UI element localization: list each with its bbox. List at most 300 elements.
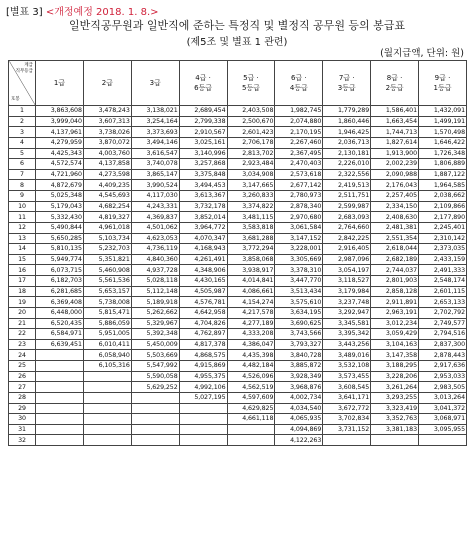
salary-cell: 5,590,058 [131, 371, 179, 382]
salary-cell [83, 403, 131, 414]
salary-cell: 1,744,713 [371, 127, 419, 138]
table-row [9, 318, 467, 329]
table-row [9, 350, 467, 361]
salary-cell: 2,470,403 [275, 159, 323, 170]
salary-cell: 3,494,453 [179, 180, 227, 191]
salary-cell: 4,872,679 [36, 180, 84, 191]
salary-cell: 3,254,164 [131, 116, 179, 127]
salary-cell: 1,913,900 [371, 148, 419, 159]
salary-cell: 2,226,010 [323, 159, 371, 170]
salary-cell: 5,232,703 [83, 244, 131, 255]
salary-cell: 2,916,405 [323, 244, 371, 255]
salary-cell [83, 414, 131, 425]
salary-cell: 4,430,165 [179, 276, 227, 287]
salary-cell: 4,277,189 [227, 318, 275, 329]
salary-cell: 4,704,826 [179, 318, 227, 329]
salary-cell: 4,261,491 [179, 254, 227, 265]
column-header: 9급 · 1등급 [419, 61, 467, 106]
salary-cell: 3,373,693 [131, 127, 179, 138]
salary-cell: 5,949,774 [36, 254, 84, 265]
salary-cell: 3,481,115 [227, 212, 275, 223]
salary-cell: 3,260,833 [227, 191, 275, 202]
step-cell: 6 [9, 159, 36, 170]
salary-cell: 3,607,313 [83, 116, 131, 127]
salary-cell: 3,613,367 [179, 191, 227, 202]
salary-cell: 2,910,567 [179, 127, 227, 138]
salary-cell: 3,478,243 [83, 106, 131, 117]
corner-label-rank: 계급 [24, 63, 33, 68]
salary-cell: 3,968,876 [275, 382, 323, 393]
salary-cell: 5,450,009 [131, 339, 179, 350]
salary-cell: 4,682,254 [83, 201, 131, 212]
salary-cell: 6,639,451 [36, 339, 84, 350]
salary-cell [371, 435, 419, 446]
salary-cell: 3,293,255 [371, 392, 419, 403]
salary-cell: 4,435,398 [227, 350, 275, 361]
table-row [9, 392, 467, 403]
salary-cell: 4,014,841 [227, 276, 275, 287]
table-row [9, 159, 467, 170]
salary-cell: 2,599,987 [323, 201, 371, 212]
salary-cell: 4,597,609 [227, 392, 275, 403]
salary-cell: 2,917,636 [419, 361, 467, 372]
table-row [9, 435, 467, 446]
salary-cell: 5,810,135 [36, 244, 84, 255]
salary-cell: 2,689,454 [179, 106, 227, 117]
salary-cell: 5,189,918 [131, 297, 179, 308]
salary-cell: 3,381,183 [371, 424, 419, 435]
salary-cell: 4,369,837 [131, 212, 179, 223]
table-row [9, 244, 467, 255]
salary-cell: 6,369,408 [36, 297, 84, 308]
table-row [9, 169, 467, 180]
salary-cell: 1,499,191 [419, 116, 467, 127]
table-row [9, 382, 467, 393]
corner-label-step: 호봉 [11, 97, 20, 102]
salary-cell: 3,025,161 [179, 137, 227, 148]
corner-label-grade: 직무등급 [15, 69, 33, 74]
salary-cell: 2,403,508 [227, 106, 275, 117]
salary-cell: 5,951,005 [83, 329, 131, 340]
salary-cell: 4,003,760 [83, 148, 131, 159]
salary-cell: 4,817,378 [179, 339, 227, 350]
salary-cell: 6,281,685 [36, 286, 84, 297]
salary-cell: 3,292,947 [323, 307, 371, 318]
salary-cell: 1,779,289 [323, 106, 371, 117]
salary-cell: 2,551,354 [371, 233, 419, 244]
salary-cell: 5,653,157 [83, 286, 131, 297]
table-header-line [6, 3, 159, 18]
salary-cell: 4,762,897 [179, 329, 227, 340]
salary-cell [419, 435, 467, 446]
salary-cell: 2,983,505 [419, 382, 467, 393]
step-cell: 11 [9, 212, 36, 223]
salary-cell [131, 392, 179, 403]
salary-cell: 6,010,411 [83, 339, 131, 350]
salary-cell: 4,505,987 [179, 286, 227, 297]
salary-cell: 4,137,961 [36, 127, 84, 138]
salary-cell [36, 403, 84, 414]
salary-cell [83, 424, 131, 435]
table-row [9, 297, 467, 308]
salary-cell [131, 414, 179, 425]
salary-cell: 2,677,142 [275, 180, 323, 191]
salary-cell: 3,489,016 [323, 350, 371, 361]
salary-cell: 2,923,484 [227, 159, 275, 170]
salary-cell: 3,858,068 [227, 254, 275, 265]
salary-cell: 2,408,630 [371, 212, 419, 223]
salary-cell: 2,322,556 [323, 169, 371, 180]
salary-cell: 1,586,401 [371, 106, 419, 117]
salary-cell: 2,837,300 [419, 339, 467, 350]
step-cell: 32 [9, 435, 36, 446]
salary-cell: 2,433,159 [419, 254, 467, 265]
salary-cell [131, 403, 179, 414]
salary-cell: 6,058,940 [83, 350, 131, 361]
salary-cell: 3,378,310 [275, 265, 323, 276]
step-cell: 17 [9, 276, 36, 287]
unit-note: (월지급액, 단위: 원) [380, 48, 464, 59]
salary-cell: 2,682,189 [371, 254, 419, 265]
salary-cell: 4,122,263 [275, 435, 323, 446]
salary-cell: 2,367,495 [275, 148, 323, 159]
salary-cell: 4,501,062 [131, 222, 179, 233]
salary-table [8, 60, 467, 446]
document-subtitle: (제5조 및 별표 1 관련) [186, 37, 288, 48]
salary-cell: 6,584,971 [36, 329, 84, 340]
salary-cell: 5,738,008 [83, 297, 131, 308]
salary-cell: 4,348,906 [179, 265, 227, 276]
step-cell: 3 [9, 127, 36, 138]
salary-cell: 6,182,703 [36, 276, 84, 287]
salary-cell: 2,334,150 [371, 201, 419, 212]
salary-cell [36, 361, 84, 372]
salary-cell: 4,217,578 [227, 307, 275, 318]
table-row [9, 233, 467, 244]
salary-cell: 3,743,566 [275, 329, 323, 340]
salary-cell [36, 392, 84, 403]
salary-cell: 2,963,191 [371, 307, 419, 318]
step-cell: 9 [9, 191, 36, 202]
salary-cell: 2,878,443 [419, 350, 467, 361]
salary-cell [36, 371, 84, 382]
salary-cell: 3,641,171 [323, 392, 371, 403]
salary-cell: 3,352,763 [371, 414, 419, 425]
step-cell: 10 [9, 201, 36, 212]
table-row [9, 403, 467, 414]
salary-cell: 3,261,264 [371, 382, 419, 393]
salary-cell: 3,690,625 [275, 318, 323, 329]
salary-cell: 5,351,821 [83, 254, 131, 265]
table-row [9, 286, 467, 297]
table-row [9, 180, 467, 191]
salary-cell: 4,086,661 [227, 286, 275, 297]
salary-cell: 3,681,288 [227, 233, 275, 244]
salary-cell [323, 435, 371, 446]
salary-cell [36, 382, 84, 393]
column-header: 6급 · 4등급 [275, 61, 323, 106]
step-cell: 29 [9, 403, 36, 414]
salary-cell [36, 414, 84, 425]
salary-cell: 1,860,446 [323, 116, 371, 127]
salary-cell: 4,526,096 [227, 371, 275, 382]
salary-cell: 2,002,239 [371, 159, 419, 170]
salary-cell: 5,025,348 [36, 191, 84, 202]
salary-cell: 3,928,349 [275, 371, 323, 382]
step-cell: 20 [9, 307, 36, 318]
salary-cell: 3,616,547 [131, 148, 179, 159]
salary-cell: 2,601,423 [227, 127, 275, 138]
salary-cell: 3,237,748 [323, 297, 371, 308]
salary-cell: 2,858,128 [371, 286, 419, 297]
salary-cell: 2,987,096 [323, 254, 371, 265]
salary-cell: 4,243,331 [131, 201, 179, 212]
salary-cell: 5,103,734 [83, 233, 131, 244]
salary-cell: 3,395,342 [323, 329, 371, 340]
salary-cell: 4,562,519 [227, 382, 275, 393]
salary-cell: 3,793,327 [275, 339, 323, 350]
salary-cell: 1,646,422 [419, 137, 467, 148]
salary-cell: 2,601,115 [419, 286, 467, 297]
salary-cell [83, 435, 131, 446]
table-body [9, 106, 467, 446]
table-row [9, 371, 467, 382]
step-cell: 25 [9, 361, 36, 372]
salary-cell: 2,953,033 [419, 371, 467, 382]
table-row [9, 148, 467, 159]
salary-cell: 2,257,405 [371, 191, 419, 202]
salary-cell: 4,623,053 [131, 233, 179, 244]
salary-cell: 3,999,040 [36, 116, 84, 127]
salary-cell [179, 424, 227, 435]
salary-cell: 2,481,381 [371, 222, 419, 233]
salary-cell: 2,038,662 [419, 191, 467, 202]
salary-cell [227, 435, 275, 446]
salary-cell: 4,154,274 [227, 297, 275, 308]
salary-cell: 1,887,122 [419, 169, 467, 180]
salary-cell: 3,532,108 [323, 361, 371, 372]
salary-cell: 4,868,575 [179, 350, 227, 361]
salary-cell: 2,310,142 [419, 233, 467, 244]
salary-cell: 3,840,728 [275, 350, 323, 361]
salary-cell: 2,878,340 [275, 201, 323, 212]
salary-cell: 4,279,959 [36, 137, 84, 148]
step-cell: 5 [9, 148, 36, 159]
salary-cell: 3,034,908 [227, 169, 275, 180]
salary-cell: 3,374,822 [227, 201, 275, 212]
salary-cell: 3,731,152 [323, 424, 371, 435]
step-cell: 7 [9, 169, 36, 180]
salary-cell: 2,653,133 [419, 297, 467, 308]
salary-cell: 2,130,181 [323, 148, 371, 159]
salary-cell: 2,683,093 [323, 212, 371, 223]
step-cell: 23 [9, 339, 36, 350]
salary-cell: 3,885,872 [275, 361, 323, 372]
step-cell: 31 [9, 424, 36, 435]
step-cell: 15 [9, 254, 36, 265]
salary-cell: 1,964,585 [419, 180, 467, 191]
salary-cell: 5,561,536 [83, 276, 131, 287]
salary-cell: 4,819,327 [83, 212, 131, 223]
table-row [9, 254, 467, 265]
salary-cell: 3,870,072 [83, 137, 131, 148]
salary-cell: 1,806,889 [419, 159, 467, 170]
column-header: 3급 [131, 61, 179, 106]
salary-cell: 2,419,513 [323, 180, 371, 191]
salary-cell: 2,911,891 [371, 297, 419, 308]
salary-cell: 2,801,903 [371, 276, 419, 287]
salary-cell: 2,109,866 [419, 201, 467, 212]
salary-cell: 5,179,043 [36, 201, 84, 212]
salary-cell: 3,702,834 [323, 414, 371, 425]
salary-cell: 3,228,001 [275, 244, 323, 255]
salary-cell: 4,273,598 [83, 169, 131, 180]
step-cell: 12 [9, 222, 36, 233]
step-cell: 22 [9, 329, 36, 340]
salary-cell: 3,443,256 [323, 339, 371, 350]
salary-cell: 3,257,868 [179, 159, 227, 170]
salary-cell [83, 371, 131, 382]
salary-cell: 3,013,264 [419, 392, 467, 403]
table-row [9, 307, 467, 318]
table-row [9, 106, 467, 117]
salary-cell [83, 392, 131, 403]
column-header: 1급 [36, 61, 84, 106]
salary-cell: 3,740,078 [131, 159, 179, 170]
table-row [9, 201, 467, 212]
salary-cell [179, 403, 227, 414]
salary-cell: 2,618,044 [371, 244, 419, 255]
salary-cell: 3,305,669 [275, 254, 323, 265]
salary-cell: 1,946,425 [323, 127, 371, 138]
salary-cell: 4,137,858 [83, 159, 131, 170]
salary-cell: 2,177,890 [419, 212, 467, 223]
salary-cell: 3,095,955 [419, 424, 467, 435]
salary-cell: 3,863,608 [36, 106, 84, 117]
salary-cell: 4,629,825 [227, 403, 275, 414]
salary-cell: 2,706,178 [227, 137, 275, 148]
salary-cell: 4,168,943 [179, 244, 227, 255]
salary-cell: 4,915,869 [179, 361, 227, 372]
salary-cell: 1,726,348 [419, 148, 467, 159]
salary-cell: 2,799,338 [179, 116, 227, 127]
column-header: 8급 · 2등급 [371, 61, 419, 106]
salary-cell: 3,068,971 [419, 414, 467, 425]
salary-cell: 3,608,545 [323, 382, 371, 393]
salary-cell: 4,576,781 [179, 297, 227, 308]
salary-cell: 3,573,455 [323, 371, 371, 382]
salary-cell [131, 424, 179, 435]
table-row [9, 127, 467, 138]
salary-cell: 4,721,960 [36, 169, 84, 180]
salary-cell: 3,738,026 [83, 127, 131, 138]
table-row [9, 276, 467, 287]
salary-cell: 2,764,660 [323, 222, 371, 233]
salary-cell: 3,041,372 [419, 403, 467, 414]
salary-cell: 3,865,147 [131, 169, 179, 180]
salary-cell: 5,262,662 [131, 307, 179, 318]
salary-cell: 3,852,014 [179, 212, 227, 223]
salary-cell: 3,118,527 [323, 276, 371, 287]
salary-cell: 1,570,498 [419, 127, 467, 138]
salary-cell: 3,012,234 [371, 318, 419, 329]
salary-cell: 2,744,037 [371, 265, 419, 276]
salary-cell: 2,749,577 [419, 318, 467, 329]
step-cell: 28 [9, 392, 36, 403]
salary-cell: 3,104,163 [371, 339, 419, 350]
salary-cell: 4,955,375 [179, 371, 227, 382]
step-cell: 16 [9, 265, 36, 276]
salary-cell: 4,002,734 [275, 392, 323, 403]
salary-cell: 3,061,584 [275, 222, 323, 233]
salary-cell: 2,511,751 [323, 191, 371, 202]
table-row [9, 339, 467, 350]
salary-cell: 2,170,195 [275, 127, 323, 138]
salary-cell [36, 424, 84, 435]
salary-cell: 4,642,958 [179, 307, 227, 318]
salary-cell: 3,732,178 [179, 201, 227, 212]
salary-cell [36, 350, 84, 361]
salary-cell: 3,583,818 [227, 222, 275, 233]
table-row [9, 361, 467, 372]
salary-cell [36, 435, 84, 446]
step-cell: 4 [9, 137, 36, 148]
column-header: 4급 · 6등급 [179, 61, 227, 106]
column-header: 5급 · 5등급 [227, 61, 275, 106]
salary-cell: 3,575,610 [275, 297, 323, 308]
salary-cell: 2,036,713 [323, 137, 371, 148]
salary-cell: 5,332,430 [36, 212, 84, 223]
salary-cell: 3,179,984 [323, 286, 371, 297]
column-header: 2급 [83, 61, 131, 106]
salary-cell: 5,503,669 [131, 350, 179, 361]
step-cell: 27 [9, 382, 36, 393]
salary-cell: 3,772,294 [227, 244, 275, 255]
salary-cell: 2,573,618 [275, 169, 323, 180]
table-row [9, 222, 467, 233]
salary-cell: 1,663,454 [371, 116, 419, 127]
salary-cell: 2,548,174 [419, 276, 467, 287]
salary-cell: 4,736,119 [131, 244, 179, 255]
salary-cell: 3,054,197 [323, 265, 371, 276]
salary-cell: 2,794,516 [419, 329, 467, 340]
salary-cell: 2,780,973 [275, 191, 323, 202]
table-row [9, 265, 467, 276]
salary-cell: 4,661,118 [227, 414, 275, 425]
step-cell: 13 [9, 233, 36, 244]
salary-cell: 5,629,252 [131, 382, 179, 393]
salary-cell: 4,117,030 [131, 191, 179, 202]
salary-cell: 3,188,295 [371, 361, 419, 372]
salary-cell: 2,373,035 [419, 244, 467, 255]
salary-cell: 4,840,360 [131, 254, 179, 265]
salary-cell: 3,147,358 [371, 350, 419, 361]
salary-cell: 4,425,343 [36, 148, 84, 159]
salary-cell: 3,513,434 [275, 286, 323, 297]
salary-cell: 1,982,745 [275, 106, 323, 117]
salary-cell: 6,520,435 [36, 318, 84, 329]
salary-cell: 3,990,524 [131, 180, 179, 191]
step-cell: 21 [9, 318, 36, 329]
salary-cell: 3,964,772 [179, 222, 227, 233]
salary-cell: 6,073,715 [36, 265, 84, 276]
salary-cell: 3,634,195 [275, 307, 323, 318]
amendment-note: <개정예정 2018. 1. 8.> [45, 7, 159, 18]
salary-cell: 3,447,770 [275, 276, 323, 287]
salary-cell: 3,345,581 [323, 318, 371, 329]
salary-cell: 5,112,148 [131, 286, 179, 297]
salary-cell: 1,432,091 [419, 106, 467, 117]
